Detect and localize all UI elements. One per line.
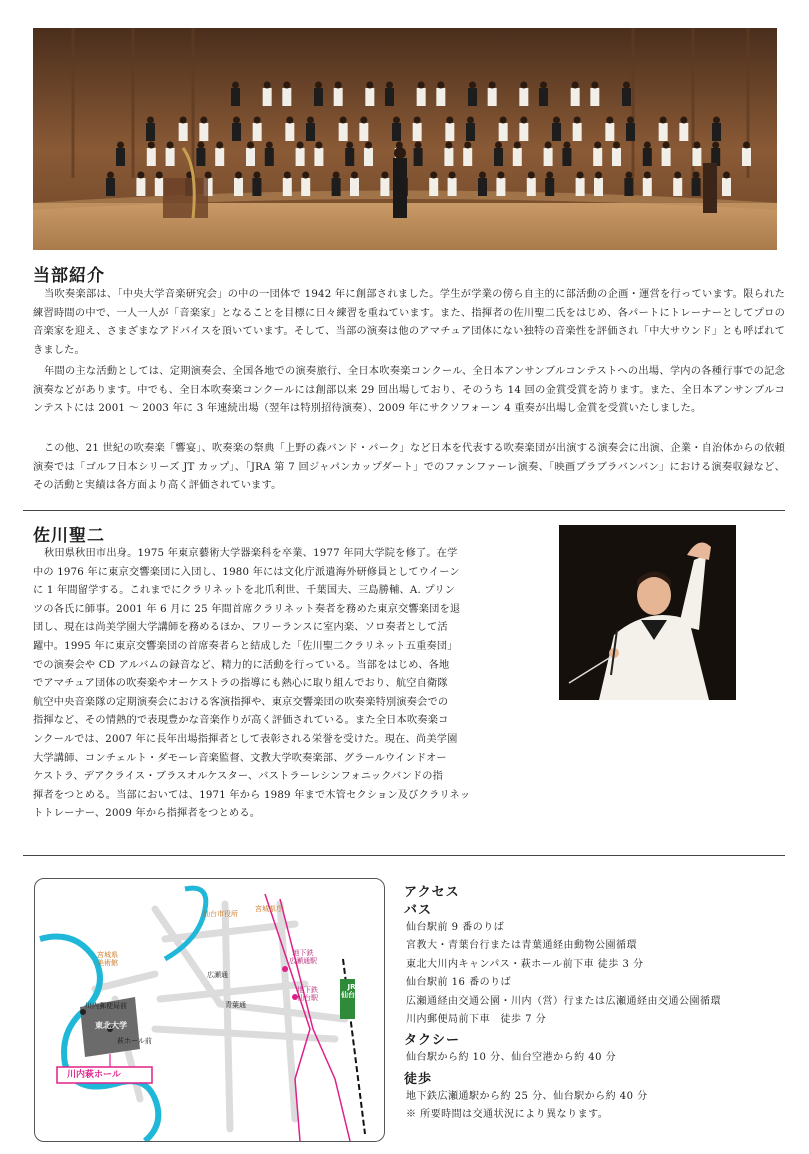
bio-line: 秋田県秋田市出身。1975 年東京藝術大学器楽科を卒業、1977 年同大学院を修了。在学 <box>44 548 458 559</box>
bio-line: 団し、現在は尚美学園大学講師を務めるほか、フリーランスに室内楽、ソロ奏者として活 <box>33 622 448 634</box>
bus-line: 仙台駅前 16 番のりば <box>406 977 512 989</box>
bus-line: 仙台駅前 9 番のりば <box>406 922 505 933</box>
bio-line: ツの各氏に師事。2001 年 6 月に 25 年間首席クラリネット奏者を務めた東京交響楽団を退 <box>33 603 461 615</box>
map-label-subway-hirose: 地下鉄 広瀬通駅 <box>289 949 317 965</box>
bus-line: 広瀬通経由交通公園・川内（営）行または広瀬通経由交通公園循環 <box>406 995 721 1007</box>
map-label-jr-sendai: JR 仙台駅 <box>341 983 362 999</box>
walk-line: ※ 所要時間は交通状況により異なります。 <box>406 1109 609 1121</box>
map-drawing <box>35 879 384 1141</box>
intro-paragraph-3: この他、21 世紀の吹奏楽「響宴」、吹奏楽の祭典「上野の森バンド・パーク」など日本を代表する吹奏楽団が出演する演奏会に出演、企業・自治体からの依頼演奏では「ゴルフ日本シリーズ JT カップ」、「JRA 第 7 回ジャパンカップダート」でのファンファーレ演奏、「映画ブラブラバンバン」における演奏収録など、その活動と実績は各方面より高く評価されています。 <box>33 443 785 492</box>
bus-line: 宮教大・青葉台行または青葉通経由動物公園循環 <box>406 940 637 952</box>
map-label-hirose-street: 広瀬通 <box>207 971 228 979</box>
bio-line: 大学講師、コンチェルト・ダモーレ音楽監督、文教大学吹奏楽部、グラールウインドオー <box>33 752 447 764</box>
section-divider <box>23 510 785 511</box>
bus-line: 川内郵便局前下車 徒歩 7 分 <box>406 1014 547 1026</box>
map-label-museum: 宮城県 美術館 <box>97 951 118 967</box>
band-photo-illustration <box>33 28 777 250</box>
bio-text <box>33 545 553 824</box>
bio-line: 指揮など、その情熱的で表現豊かな音楽作りが高く評価されている。また全日本吹奏楽コ <box>33 715 449 727</box>
bus-title: バス <box>404 903 433 918</box>
map-label-post-office: 川内郵便局前 <box>85 1002 127 1010</box>
taxi-title: タクシー <box>404 1033 461 1049</box>
map-label-university: 東北大学 <box>95 1021 127 1030</box>
bio-line: トトレーナー、2009 年から指揮者をつとめる。 <box>33 808 261 820</box>
intro-paragraph-1: 当吹奏楽部は、「中央大学音楽研究会」の中の一団体で 1942 年に創部されました。学生が学業の傍ら自主的に部活動の企画・運営を行っています。限られた練習時間の中で、一人一人が「音楽家」となることを目標に日々練習を重ねています。また、指揮者の佐川聖二氏をはじめ、各パートにトレーナーとしてプロの音楽家を迎え、さまざまなアドバイスを頂いています。そして、当部の演奏は他のアマチュア団体にない独特の音楽性を評価され「中大サウンド」とも呼ばれてきました。 <box>33 289 785 356</box>
walk-title: 徒歩 <box>404 1071 433 1087</box>
bio-line: ンクールでは、2007 年に長年出場指揮者として表彰される栄誉を受けた。現在、尚美学園 <box>33 733 458 745</box>
bio-line: 揮者をつとめる。当部においては、1971 年から 1989 年まで木管セクション及びクラリネッ <box>33 789 471 801</box>
bio-line: 中の 1976 年に東京交響楽団に入団し、1980 年には文化庁派遣海外研修員としてウイーン <box>33 566 460 578</box>
bio-line: ケストラ、デアクライス・ブラスオルケスター、バストラーレシンフォニックバンドの指 <box>33 771 443 783</box>
bio-line: に 1 年間留学する。これまでにクラリネットを北爪利世、千葉国夫、三島勝輔、A. プリン <box>33 585 456 597</box>
map-label-pref-office: 宮城県庁 <box>255 905 283 913</box>
intro-paragraph-2: 年間の主な活動としては、定期演奏会、全国各地での演奏旅行、全日本吹奏楽コンクール、全日本アンサンブルコンテストへの出場、学内の各種行事での記念演奏などがあります。中でも、全日本吹奏楽コンクールには創部以来 29 回出場しており、そのうち 14 回の金賞受賞を誇ります。また、全日本アンサンブルコンテストには 2001 ～ 2003 年に 3 年連続出場（翌年は特別招待演奏）、2009 年にサクソフォーン 4 重奏が出場し金賞を受賞いたしました。 <box>33 366 785 415</box>
map-label-venue: 川内萩ホール <box>67 1070 121 1080</box>
intro-heading: 当部紹介 <box>33 266 105 286</box>
bio-line: 躍中。1995 年に東京交響楽団の首席奏者らと結成した「佐川聖二クラリネット五重奏団」 <box>33 640 458 652</box>
section-divider <box>23 855 785 856</box>
access-title: アクセス <box>404 885 460 900</box>
bio-heading: 佐川聖二 <box>33 526 105 546</box>
access-info <box>404 884 794 1125</box>
bio-line: での演奏会や CD アルバムの録音など、精力的に活動を行っている。当部をはじめ、各地 <box>33 659 450 671</box>
taxi-line: 仙台駅から約 10 分、仙台空港から約 40 分 <box>406 1052 617 1064</box>
map-label-city-hall: 仙台市役所 <box>203 910 238 918</box>
walk-line: 地下鉄広瀬通駅から約 25 分、仙台駅から約 40 分 <box>406 1090 648 1102</box>
conductor-illustration <box>559 525 736 700</box>
conductor-photo <box>559 525 736 700</box>
bus-line: 東北大川内キャンパス・萩ホール前下車 徒歩 3 分 <box>406 958 644 970</box>
bio-line: 航空中央音楽隊の定期演奏会における客演指揮や、東京交響楽団の吹奏楽特別演奏会での <box>33 696 449 708</box>
access-map <box>34 878 385 1142</box>
map-label-aoba-street: 青葉通 <box>225 1001 246 1009</box>
band-group-photo <box>33 28 777 250</box>
bio-line: でアマチュア団体の吹奏楽やオーケストラの指導にも熱心に取り組んでおり、航空自衛隊 <box>33 678 448 690</box>
map-label-hagi-hall-stop: 萩ホール前 <box>117 1037 152 1045</box>
map-label-subway-sendai: 地下鉄 仙台駅 <box>297 986 318 1002</box>
